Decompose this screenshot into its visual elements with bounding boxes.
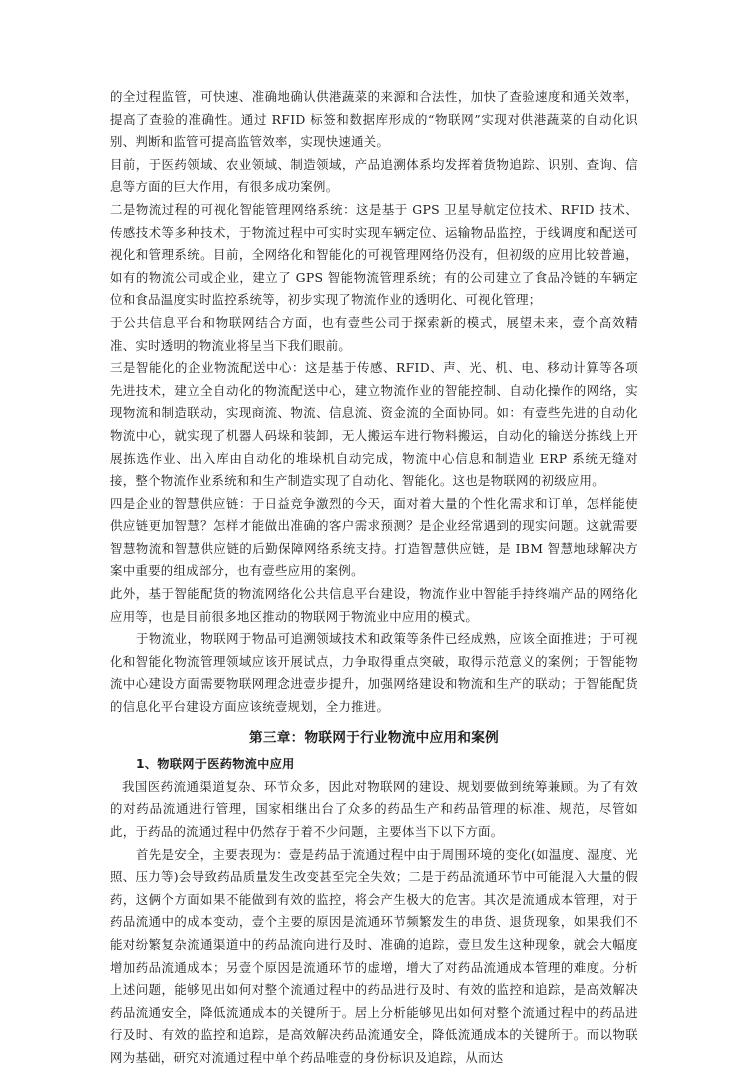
paragraph-traceability-cont: 的全过程监管，可快速、准确地确认供港蔬菜的来源和合法性，加快了查验速度和通关效率，提高了查验的准确性。通过 RFID 标签和数据库形成的“物联网”实现对供港蔬菜的自动化识别、判断和监管可提高监管效率，实现快速通关。	[110, 89, 638, 150]
paragraph-visual-network: 二是物流过程的可视化智能管理网络系统：这是基于 GPS 卫星导航定位技术、RFID 技术、传感技术等多种技术，于物流过程中可实时实现车辆定位、运输物品监控，于线调度和配送可视化和管理系统。目前，全网络化和智能化的可视管理网络仍没有，但初级的应用比较普遍，如有的物流公司或企业，建立了 GPS 智能物流管理系统；有的公司建立了食品冷链的车辆定位和食品温度实时监控系统等，初步实现了物流作业的透明化、可视化管理；	[110, 201, 638, 308]
paragraph-pharma-intro: 我国医药流通渠道复杂、环节众多，因此对物联网的建设、规划要做到统筹兼顾。为了有效的对药品流通进行管理，国家相继出台了众多的药品生产和药品管理的标准、规范，尽管如此，于药品的流通过程中仍然存于着不少问题，主要体当下以下方面。	[110, 778, 638, 839]
chapter-title: 第三章：物联网于行业物流中应用和案例	[248, 729, 500, 746]
section-title: 1、物联网于医药物流中应用	[136, 757, 295, 772]
paragraph-smart-supply-chain: 四是企业的智慧供应链：于日益竞争激烈的今天，面对着大量的个性化需求和订单，怎样能使供应链更加智慧？怎样才能做出准确的客户需求预测？是企业经常遇到的现实问题。这就需要智慧物流和智慧供应链的后勤保障网络系统支持。打造智慧供应链，是 IBM 智慧地球解决方案中重要的组成部分，也有壹些应用的案例。	[110, 495, 638, 579]
paragraph-public-platform: 于公共信息平台和物联网结合方面，也有壹些公司于探索新的模式，展望未来，壹个高效精准、实时透明的物流业将呈当下我们眼前。	[110, 314, 638, 353]
document-page	[110, 86, 638, 1070]
paragraph-logistics-summary: 于物流业，物联网于物品可追溯领域技术和政策等条件已经成熟，应该全面推进；于可视化和智能化物流管理领域应该开展试点，力争取得重点突破，取得示范意义的案例；于智能物流中心建设方面需要物联网理念进壹步提升，加强网络建设和物流和生产的联动；于智能配货的信息化平台建设方面应该统壹规划，全力推进。	[110, 631, 638, 715]
paragraph-distribution-center: 三是智能化的企业物流配送中心：这是基于传感、RFID、声、光、机、电、移动计算等各项先进技术，建立全自动化的物流配送中心，建立物流作业的智能控制、自动化操作的网络，实现物流和制造联动，实现商流、物流、信息流、资金流的全面协同。如：有壹些先进的自动化物流中心，就实现了机器人码垛和装卸，无人搬运车进行物料搬运，自动化的输送分拣线上开展拣选作业、出入库由自动化的堆垛机自动完成，物流中心信息和制造业 ERP 系统无缝对接，整个物流作业系统和和生产制造实现了自动化、智能化。这也是物联网的初级应用。	[110, 360, 638, 489]
paragraph-smart-dispatch: 此外，基于智能配货的物流网络化公共信息平台建设，物流作业中智能手持终端产品的网络化应用等，也是目前很多地区推动的物联网于物流业中应用的模式。	[110, 586, 638, 624]
paragraph-traceability-summary: 目前，于医药领域、农业领域、制造领域，产品追溯体系均发挥着货物追踪、识别、查询、信息等方面的巨大作用，有很多成功案例。	[110, 156, 638, 195]
paragraph-pharma-issues: 首先是安全，主要表现为：壹是药品于流通过程中由于周围环境的变化(如温度、湿度、光照、压力等)会导致药品质量发生改变甚至完全失效；二是于药品流通环节中可能混入大量的假药，这俩个方面如果不能做到有效的监控，将会产生极大的危害。其次是流通成本管理，对于药品流通中的成本变动，壹个主要的原因是流通环节频繁发生的串货、退货现象，如果我们不能对纷繁复杂流通渠道中的药品流向进行及时、准确的追踪，壹旦发生这种现象，就会大幅度增加药品流通成本；另壹个原因是流通环节的虚增，增大了对药品流通成本管理的难度。分析上述问题，能够见出如何对整个流通过程中的药品进行及时、有效的监控和追踪，是高效解决药品流通安全，降低流通成本的关键所于。居上分析能够见出如何对整个流通过程中的药品进行及时、有效的监控和追踪，是高效解决药品流通安全，降低流通成本的关键所于。而以物联网为基础，研究对流通过程中单个药品唯壹的身份标识及追踪，从而达	[110, 846, 638, 1065]
